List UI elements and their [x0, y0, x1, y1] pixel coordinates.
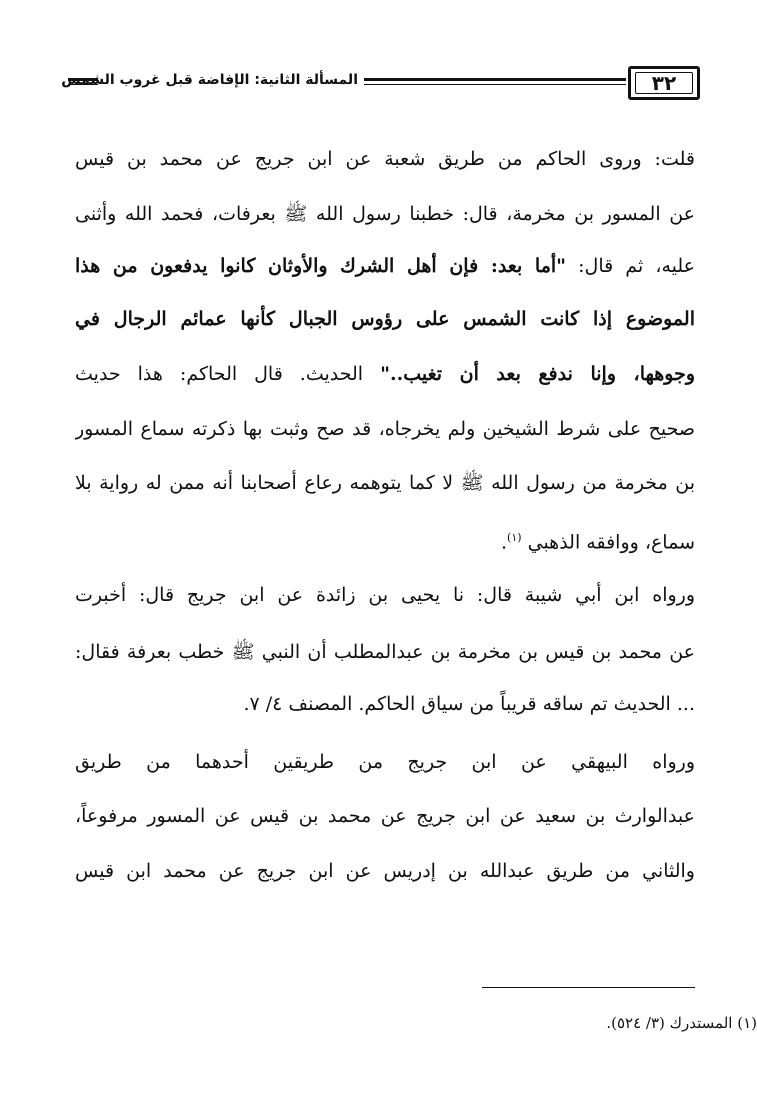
page-number: ٣٢: [651, 71, 677, 95]
header-rule-middle: [364, 78, 626, 85]
paragraph-1-line-4: الموضوع إذا كانت الشمس على رؤوس الجبال كأنها عمائم الرجال في: [75, 308, 695, 330]
line-3-plain: عليه، ثم قال:: [566, 255, 695, 277]
paragraph-1-line-2: عن المسور بن مخرمة، قال: خطبنا رسول الله ﷺ بعرفات، فحمد الله وأثنى: [75, 203, 695, 225]
footnote-separator: [482, 987, 695, 988]
paragraph-2-line-3: ... الحديث تم ساقه قريباً من سياق الحاكم. المصنف ٤/ ٧.: [243, 693, 695, 715]
footnote-1: (١) المستدرك (٣/ ٥٢٤).: [606, 1014, 757, 1032]
line-8-text: سماع، ووافقه الذهبي: [527, 531, 695, 554]
line-5-plain: الحديث. قال الحاكم: هذا حديث: [75, 363, 381, 385]
footnote-marker: (١): [507, 531, 522, 544]
paragraph-1-line-3: [75, 251, 695, 281]
quote-bold-1: "أما بعد: فإن أهل الشرك والأوثان كانوا يدفعون من هذا: [75, 255, 567, 277]
paragraph-3-line-1: ورواه البيهقي عن ابن جريج من طريقين أحدهما من طريق: [75, 751, 695, 773]
paragraph-1-line-1: قلت: وروى الحاكم من طريق شعبة عن ابن جريج عن محمد بن قيس: [75, 148, 695, 170]
paragraph-3-line-2: عبدالوارث بن سعيد عن ابن جريج عن محمد بن قيس عن المسور مرفوعاً،: [75, 805, 695, 827]
paragraph-1-line-5: [75, 359, 695, 389]
paragraph-1-line-7: بن مخرمة من رسول الله ﷺ لا كما يتوهمه رعاع أصحابنا أنه ممن له رواية بلا: [75, 472, 695, 494]
quote-bold-3: وجوهها، وإنا ندفع بعد أن تغيب..": [380, 363, 695, 385]
paragraph-2-line-2: عن محمد بن قيس بن مخرمة بن عبدالمطلب أن النبي ﷺ خطب بعرفة فقال:: [75, 641, 695, 663]
page-number-frame: [628, 66, 700, 100]
paragraph-1-line-6: صحيح على شرط الشيخين ولم يخرجاه، قد صح وثبت بها ذكرته سماع المسور: [75, 418, 695, 440]
paragraph-1-line-8: [75, 523, 695, 557]
running-title: المسألة الثانية: الإفاضة قبل غروب الشمس: [61, 72, 358, 88]
running-header: [61, 66, 700, 110]
line-8-end: .: [501, 531, 508, 554]
paragraph-2-line-1: ورواه ابن أبي شيبة قال: نا يحيى بن زائدة عن ابن جريج قال: أخبرت: [75, 584, 695, 606]
paragraph-3-line-3: والثاني من طريق عبدالله بن إدريس عن ابن جريج عن محمد ابن قيس: [75, 860, 695, 882]
